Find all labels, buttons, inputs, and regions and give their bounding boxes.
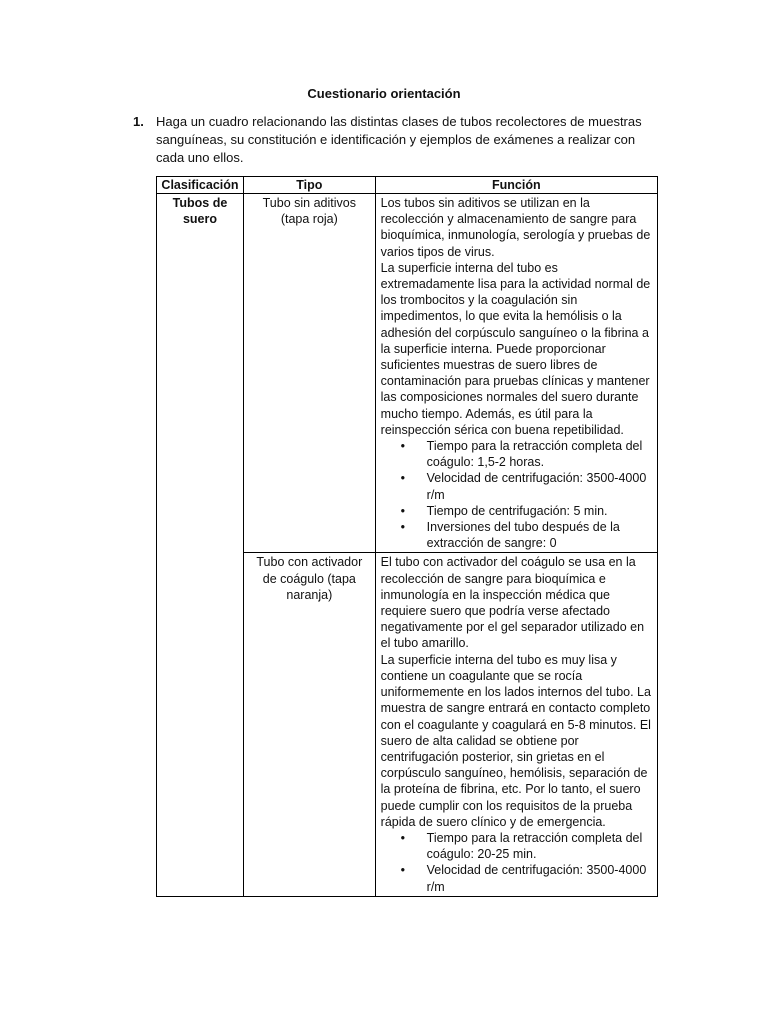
header-tipo: Tipo [243,177,375,194]
function-paragraph: La superficie interna del tubo es extremadamente lisa para la actividad normal de los trombocitos y la coagulación sin impedimentos, lo que evita la hemólisis o la adhesión del corpúsculo sanguíneo o la fibrina a la superficie interna. Puede proporcionar suficientes muestras de suero libres de contaminación para pruebas clínicas y mantener las composiciones normales del suero durante mucho tiempo. Además, es útil para la reinspección sérica con buena repetibilidad. [380,260,651,437]
question-text: Haga un cuadro relacionando las distintas clases de tubos recolectores de muestras sanguíneas, su constitución e identificación y ejemplos de exámenes a realizar con cada uno ellos. [156,114,642,165]
table-header-row [157,177,658,194]
table-row [157,194,658,553]
question-1 [133,113,653,167]
spec-list [381,830,652,895]
spec-list [381,438,652,551]
function-paragraph: Los tubos sin aditivos se utilizan en la recolección y almacenamiento de sangre para bioquímica, inmunología, serología y pruebas de varios tipos de virus. [380,196,651,259]
bullet-icon: • [400,520,406,535]
tipo-cell: Tubo con activador de coágulo (tapa naranja) [243,553,375,896]
funcion-cell [375,194,657,553]
spec-item [381,438,652,470]
question-number: 1. [133,114,144,129]
bullet-icon: • [400,863,406,878]
tubes-table [156,176,658,897]
bullet-icon: • [400,830,406,845]
function-paragraph: La superficie interna del tubo es muy lisa y contiene un coagulante que se rocía uniformemente en los lados internos del tubo. La muestra de sangre entrará en contacto completo con el coagulante y coagulará en 5-8 minutos. El suero de alta calidad se obtiene por centrifugación posterior, sin grietas en el corpúsculo sanguíneo, hemólisis, separación de la proteína de fibrina, etc. Por lo tanto, el suero puede cumplir con los requisitos de la prueba rápida de suero clínico y de emergencia. [380,652,651,829]
header-clasificacion: Clasificación [157,177,244,194]
bullet-icon: • [400,439,406,454]
spec-text: Tiempo de centrifugación: 5 min. [426,503,608,518]
spec-item [381,830,652,862]
spec-text: Velocidad de centrifugación: 3500-4000 r/m [426,471,647,502]
spec-item [381,503,652,519]
bullet-icon: • [400,471,406,486]
spec-item [381,519,652,551]
spec-text: Velocidad de centrifugación: 3500-4000 r/m [426,863,647,894]
spec-item [381,862,652,894]
tipo-cell: Tubo sin aditivos (tapa roja) [243,194,375,553]
classification-cell: Tubos de suero [157,194,244,897]
spec-text: Tiempo para la retracción completa del coágulo: 1,5-2 horas. [426,439,643,470]
document-title: Cuestionario orientación [307,86,461,101]
header-funcion: Función [375,177,657,194]
funcion-cell [375,553,657,896]
function-paragraph: El tubo con activador del coágulo se usa en la recolección de sangre para bioquímica e inmunología en la inspección médica que requiere suero que podría verse afectado negativamente por el gel separador utilizado en el tubo amarillo. [380,555,645,651]
spec-text: Inversiones del tubo después de la extracción de sangre: 0 [426,520,620,551]
bullet-icon: • [400,503,406,518]
spec-item [381,470,652,502]
spec-text: Tiempo para la retracción completa del coágulo: 20-25 min. [426,830,643,862]
